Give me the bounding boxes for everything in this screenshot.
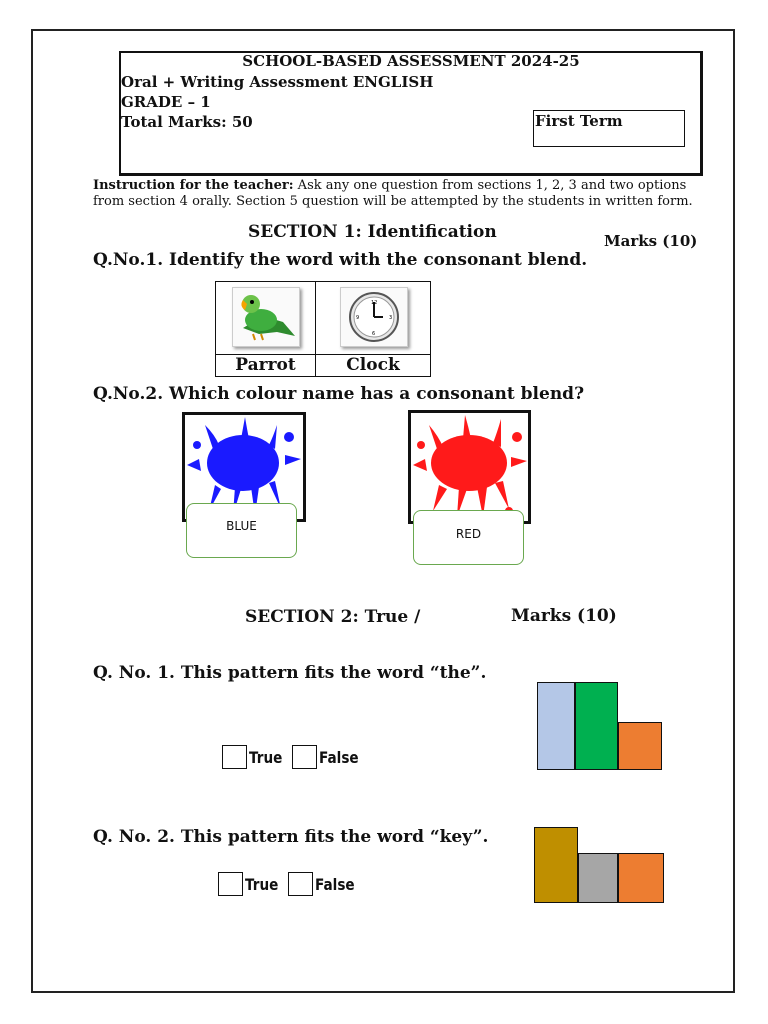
clock-label: Clock xyxy=(346,355,400,375)
parrot-label: Parrot xyxy=(235,355,296,375)
false-checkbox[interactable] xyxy=(288,872,313,896)
s2-question-1: Q. No. 1. This pattern fits the word “the”. xyxy=(93,663,487,683)
false-label: False xyxy=(315,874,355,894)
svg-text:12: 12 xyxy=(371,300,378,306)
svg-text:3: 3 xyxy=(389,315,393,321)
pattern-block-short-2 xyxy=(618,853,664,903)
s2-question-2: Q. No. 2. This pattern fits the word “key”. xyxy=(93,827,489,847)
s2-q1-answer-options xyxy=(222,745,370,769)
blue-option-button[interactable]: BLUE xyxy=(186,503,297,558)
section1-marks: Marks (10) xyxy=(604,232,698,250)
true-checkbox[interactable] xyxy=(218,872,243,896)
instruction-text: Ask any one question from sections 1, 2, 3 and two options from section 4 orally. Section 5 question will be attempted by the students in written form. xyxy=(93,178,693,209)
picture-table xyxy=(215,281,431,377)
s1-question-1: Q.No.1. Identify the word with the consonant blend. xyxy=(93,250,588,270)
section2-title: SECTION 2: True / xyxy=(245,607,421,627)
s1-question-2: Q.No.2. Which colour name has a consonant blend? xyxy=(93,384,585,404)
grade-label: GRADE – 1 xyxy=(121,93,211,111)
teacher-instruction xyxy=(93,178,693,210)
section2-marks: Marks (10) xyxy=(511,606,617,626)
pattern-block-tall-2 xyxy=(575,682,618,770)
assessment-title: SCHOOL-BASED ASSESSMENT 2024-25 xyxy=(242,52,580,70)
assessment-subtitle: Oral + Writing Assessment ENGLISH xyxy=(121,73,434,91)
false-checkbox[interactable] xyxy=(292,745,317,769)
red-option-button[interactable]: RED xyxy=(413,510,524,565)
svg-text:9: 9 xyxy=(356,315,360,321)
true-checkbox[interactable] xyxy=(222,745,247,769)
instruction-label: Instruction for the teacher: xyxy=(93,178,294,193)
section1-title: SECTION 1: Identification xyxy=(248,222,497,242)
pattern-block-tall xyxy=(534,827,578,903)
s2-q2-answer-options xyxy=(218,872,366,896)
total-marks: Total Marks: 50 xyxy=(121,113,253,131)
false-label: False xyxy=(319,747,359,767)
parrot-image xyxy=(232,287,300,347)
true-label: True xyxy=(249,747,283,767)
pattern-block-short xyxy=(618,722,662,770)
true-label: True xyxy=(245,874,279,894)
svg-text:6: 6 xyxy=(372,331,376,337)
red-paint-splash xyxy=(408,410,531,524)
term-label: First Term xyxy=(535,112,623,130)
pattern-block-short-1 xyxy=(578,853,618,903)
pattern-block-tall-1 xyxy=(537,682,575,770)
clock-image xyxy=(340,287,408,347)
